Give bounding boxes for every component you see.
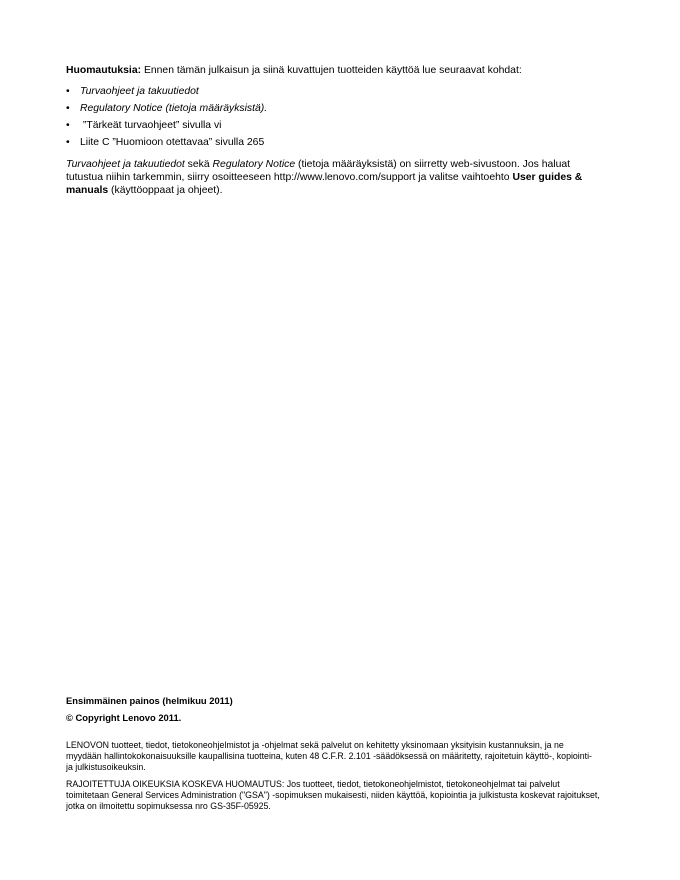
edition-section [66, 695, 606, 724]
bullet-icon: • [66, 86, 70, 97]
moved-notice-paragraph [66, 158, 606, 197]
legal-paragraph-2: RAJOITETTUJA OIKEUKSIA KOSKEVA HUOMAUTUS: Jos tuotteet, tiedot, tietokoneohjelmistot, tietokoneohjelmat tai palvelut toimitetaan General Services Administration ("GSA") -sopimuksen mukaisesti, niiden käyttöä, kopiointia ja julkistusta koskevat rajoitukset, jotka on ilmoitettu sopimuksessa nro GS-35F-05925. [66, 779, 600, 811]
notice-section [66, 64, 606, 197]
moved-text-1: sekä [184, 159, 213, 170]
moved-text-3: (käyttöoppaat ja ohjeet). [108, 185, 223, 196]
bullet-icon: • [66, 120, 70, 131]
list-item [66, 102, 606, 116]
notice-lead-label: Huomautuksia: [66, 65, 142, 76]
legal-paragraph-1: LENOVON tuotteet, tiedot, tietokoneohjelmistot ja -ohjelmat sekä palvelut on kehitetty yksinomaan yksityisin kustannuksin, ja ne myydään hallintokokonaisuuksille kaupallisina tuotteina, kuten 48 C.F.R. 2.101 -säädöksessä on määritetty, rajoitetuin käyttö-, kopiointi- ja julkistusoikeuksin. [66, 740, 592, 772]
bullet-icon: • [66, 137, 70, 148]
copyright-line: © Copyright Lenovo 2011. [66, 712, 182, 723]
list-item-text: Turvaohjeet ja takuutiedot [80, 86, 199, 97]
bullet-icon: • [66, 103, 70, 114]
list-item-text: Liite C ”Huomioon otettavaa” sivulla 265 [80, 137, 265, 148]
notice-lead [66, 64, 606, 77]
list-item-text: Regulatory Notice (tietoja määräyksistä). [80, 103, 268, 114]
notice-list [66, 85, 606, 150]
list-item [66, 136, 606, 150]
moved-bold: User guides & manuals [66, 172, 583, 196]
notice-lead-text: Ennen tämän julkaisun ja siinä kuvattujen tuotteiden käyttöä lue seuraavat kohdat: [141, 65, 522, 76]
moved-text-2: (tietoja määräyksistä) on siirretty web-sivustoon. Jos haluat tutustua niihin tarkemmin, siirry osoitteeseen http://www.lenovo.com/support ja valitse vaihtoehto [66, 159, 571, 183]
moved-italic-1: Turvaohjeet ja takuutiedot [66, 159, 185, 170]
list-item-text: ”Tärkeät turvaohjeet” sivulla vi [80, 120, 222, 131]
list-item [66, 119, 606, 133]
list-item [66, 85, 606, 99]
edition-title: Ensimmäinen painos (helmikuu 2011) [66, 695, 233, 706]
moved-italic-2: Regulatory Notice [212, 159, 296, 170]
legal-section [66, 740, 601, 818]
